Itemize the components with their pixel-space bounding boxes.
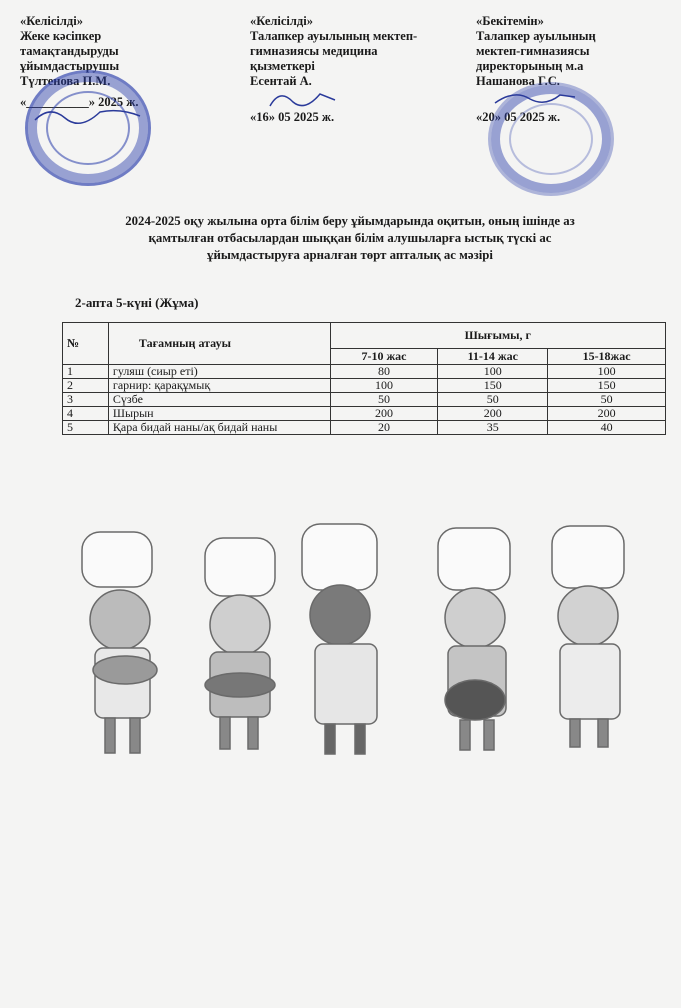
approval-title: «Келісілді» [20, 14, 83, 28]
title-line: қамтылған отбасылардан шыққан білім алушыларға ыстық түскі ас [148, 231, 552, 245]
approval-line: Есентай А. [250, 74, 312, 88]
approval-line: Жеке кәсіпкер [20, 29, 102, 43]
approval-line: ұйымдастырушы [20, 59, 120, 73]
week-day-label: 2-апта 5-күні (Жұма) [75, 295, 199, 310]
approval-line: Талапкер ауылының мектеп- [250, 29, 418, 43]
table-row [63, 421, 666, 435]
approval-title: «Бекітемін» [476, 14, 544, 28]
approval-date: «__________» 2025 ж. [20, 95, 139, 109]
col-header-no: № [63, 323, 109, 365]
chef-kids-illustration [70, 520, 650, 765]
portion-value: 40 [548, 421, 666, 435]
dish-name: Сүзбе [108, 393, 330, 407]
row-no: 1 [63, 365, 109, 379]
portion-value: 200 [330, 407, 438, 421]
signature [265, 86, 345, 114]
portion-value: 50 [330, 393, 438, 407]
col-header-output: Шығымы, г [330, 323, 665, 349]
portion-value: 20 [330, 421, 438, 435]
portion-value: 100 [548, 365, 666, 379]
row-no: 4 [63, 407, 109, 421]
portion-value: 200 [548, 407, 666, 421]
title-line: ұйымдастыруға арналған төрт апталық ас мәзірі [207, 248, 493, 262]
portion-value: 100 [438, 365, 548, 379]
approval-title: «Келісілді» [250, 14, 313, 28]
row-no: 2 [63, 379, 109, 393]
approval-line: гимназиясы медицина [250, 44, 378, 58]
chef-kid [438, 528, 510, 750]
approval-line: Талапкер ауылының [476, 29, 596, 43]
dish-name: гуляш (сиыр еті) [108, 365, 330, 379]
approval-line: тамақтандыруды [20, 44, 119, 58]
age-group-header: 7-10 жас [330, 349, 438, 365]
approval-date: «20» 05 2025 ж. [476, 110, 561, 124]
dish-name: Шырын [108, 407, 330, 421]
dish-name: Қара бидай наны/ақ бидай наны [108, 421, 330, 435]
portion-value: 150 [548, 379, 666, 393]
row-no: 5 [63, 421, 109, 435]
approval-line: қызметкері [250, 59, 315, 73]
signature [30, 100, 160, 130]
table-row [63, 407, 666, 421]
document-title [90, 213, 610, 264]
col-header-name: Тағамның атауы [108, 323, 330, 365]
approval-line: мектеп-гимназиясы [476, 44, 590, 58]
portion-value: 200 [438, 407, 548, 421]
table-row [63, 379, 666, 393]
table-row [63, 365, 666, 379]
approval-line: директорының м.а [476, 59, 584, 73]
age-group-header: 15-18жас [548, 349, 666, 365]
chef-kid [302, 524, 377, 754]
portion-value: 50 [438, 393, 548, 407]
dish-name: гарнир: қарақұмық [108, 379, 330, 393]
signature [490, 85, 580, 113]
portion-value: 35 [438, 421, 548, 435]
approval-line: Нашанова Г.С. [476, 74, 560, 88]
portion-value: 80 [330, 365, 438, 379]
title-line: 2024-2025 оқу жылына орта білім беру ұйымдарында оқитын, оның ішінде аз [125, 214, 575, 228]
chef-kid [552, 526, 624, 747]
portion-value: 50 [548, 393, 666, 407]
portion-value: 150 [438, 379, 548, 393]
age-group-header: 11-14 жас [438, 349, 548, 365]
chef-kid [82, 532, 157, 753]
approval-line: Түлтенова П.М. [20, 74, 111, 88]
menu-table [62, 322, 666, 435]
approval-date: «16» 05 2025 ж. [250, 110, 335, 124]
row-no: 3 [63, 393, 109, 407]
portion-value: 100 [330, 379, 438, 393]
table-row [63, 393, 666, 407]
chef-kid [205, 538, 275, 749]
